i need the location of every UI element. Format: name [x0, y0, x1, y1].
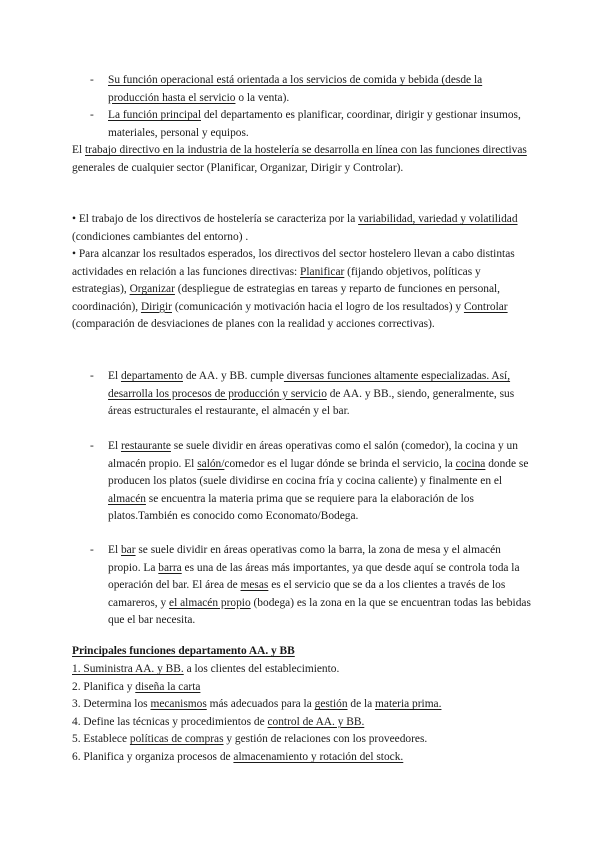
underlined-text: Su función operacional está orientada a los servicios de comida y bebida (desde la producción hasta el servicio — [108, 74, 483, 104]
underlined-text: variabilidad, variedad y volatilidad — [358, 213, 518, 225]
underlined-text: control de AA. y BB. — [267, 715, 365, 728]
text-run: comedor es el lugar dónde se brinda el servicio, la — [224, 457, 456, 470]
text-run: • El trabajo de los directivos de hostelería se caracteriza por la — [72, 213, 359, 225]
list-item — [72, 714, 532, 732]
text-run: de AA. y BB., siendo, generalmente, sus áreas estructurales el restaurante, el almacén y el bar. — [108, 387, 515, 418]
underlined-text: departamento — [120, 370, 183, 382]
bullet-dash: - — [90, 544, 94, 556]
text-run: 5. Establece — [72, 733, 130, 746]
text-run: generales de cualquier sector (Planificar, Organizar, Dirigir y Controlar). — [72, 161, 404, 174]
underlined-text: La función principal — [108, 109, 201, 121]
text-run: de AA. y BB. cumple — [182, 370, 284, 382]
functions-list — [72, 661, 532, 767]
text-run: 3. Determina los — [72, 698, 151, 711]
text-run: se encuentra la materia prima que se requiere para la elaboración de los platos.También es conocido como Economato/Bodega. — [108, 492, 474, 523]
underlined-text: barra — [158, 561, 182, 574]
paragraph-intro — [72, 142, 532, 177]
underlined-text: Organizar — [129, 283, 175, 296]
top-bullet-1 — [108, 72, 532, 107]
paragraph-functions — [72, 246, 532, 334]
section-heading: Principales funciones departamento AA. y BB — [72, 645, 295, 657]
underlined-text: 1. Suministra AA. y BB. — [72, 663, 184, 675]
text-run: y gestión de relaciones con los proveedores. — [223, 733, 428, 746]
text-run: es una de las áreas más importantes, ya que desde aquí se controla toda la operación del bar. El área de — [108, 561, 520, 592]
underlined-text: mecanismos — [150, 698, 207, 711]
text-run: (fijando objetivos, políticas y estrategias), — [72, 265, 481, 296]
underlined-text: almacén — [108, 492, 146, 505]
underlined-text: restaurante — [120, 440, 171, 452]
underlined-text: bar — [120, 544, 136, 556]
bullet-dash: - — [90, 109, 94, 121]
text-run: (bodega) es la zona en la que se encuentran todas las bebidas que el bar necesita. — [108, 596, 531, 627]
text-run: (comparación de desviaciones de planes con la realidad y acciones correctivas). — [72, 318, 435, 331]
underlined-text: el almacén propio — [169, 596, 251, 609]
text-run: del departamento es planificar, coordinar, dirigir y gestionar insumos, materiales, personal y equipos. — [108, 109, 521, 139]
list-item — [72, 679, 532, 697]
underlined-text: Planificar — [300, 265, 345, 278]
bullet-bar — [108, 542, 532, 630]
text-run: donde se producen los platos (suele dividirse en cocina fría y cocina caliente) y finalmente en el — [108, 457, 529, 488]
text-run: (despliegue de estrategias en tareas y reparto de funciones en personal, coordinación), — [72, 283, 501, 313]
list-item — [72, 696, 532, 714]
top-bullet-2 — [108, 107, 532, 142]
underlined-text: almacenamiento y rotación del stock. — [233, 750, 404, 763]
text-run: se suele dividir en áreas operativas como la barra, la zona de mesa y el almacén propio. La — [108, 544, 501, 574]
underlined-text: gestión — [314, 698, 348, 711]
underlined-text: Controlar — [463, 300, 508, 313]
bullet-dash: - — [90, 440, 94, 452]
text-run: 6. Planifica y organiza procesos de — [72, 750, 234, 763]
text-run: se suele dividir en áreas operativas como el salón (comedor), la cocina y un almacén propio. El — [108, 440, 518, 470]
text-run: 4. Define las técnicas y procedimientos de — [72, 715, 268, 728]
underlined-text: materia prima. — [375, 698, 442, 711]
underlined-text: trabajo directivo en la industria de la hostelería se desarrolla en línea con las funciones directivas — [84, 144, 527, 156]
underlined-text: Dirigir — [140, 300, 172, 313]
bullet-dash: - — [90, 74, 94, 86]
text-run: El — [108, 440, 121, 452]
text-run: • Para alcanzar los resultados esperados, los directivos del sector hostelero llevan a cabo distintas actividades en relación a las funciones directivas: — [72, 248, 515, 278]
list-item — [72, 731, 532, 749]
bullet-restaurant — [108, 438, 532, 526]
underlined-text: diversas funciones altamente especializadas. Así, desarrolla los procesos de producción y servicio — [108, 370, 511, 400]
paragraph-characteristics — [72, 211, 532, 246]
text-run: más adecuados para la — [206, 698, 315, 711]
underlined-text: mesas — [240, 579, 269, 592]
text-run: o la venta). — [235, 91, 290, 104]
text-run: El — [72, 144, 85, 156]
text-run: El — [108, 370, 121, 382]
text-run: El — [108, 544, 121, 556]
underlined-text: políticas de compras — [129, 733, 224, 746]
text-run: 2. Planifica y — [72, 680, 136, 693]
underlined-text: cocina — [455, 457, 486, 470]
text-run: es el servicio que se da a los clientes a través de los camareros, y — [108, 579, 506, 609]
bullet-department — [108, 368, 532, 421]
text-run: (condiciones cambiantes del entorno) . — [72, 230, 249, 243]
text-run: de la — [347, 698, 376, 711]
bullet-dash: - — [90, 370, 94, 382]
text-run: a los clientes del establecimiento. — [183, 663, 340, 675]
text-run: (comunicación y motivación hacia el logro de los resultados) y — [171, 300, 464, 313]
list-item — [72, 749, 532, 767]
underlined-text: diseña la carta — [135, 680, 201, 693]
list-item — [72, 661, 532, 679]
underlined-text: salón/ — [197, 457, 225, 470]
